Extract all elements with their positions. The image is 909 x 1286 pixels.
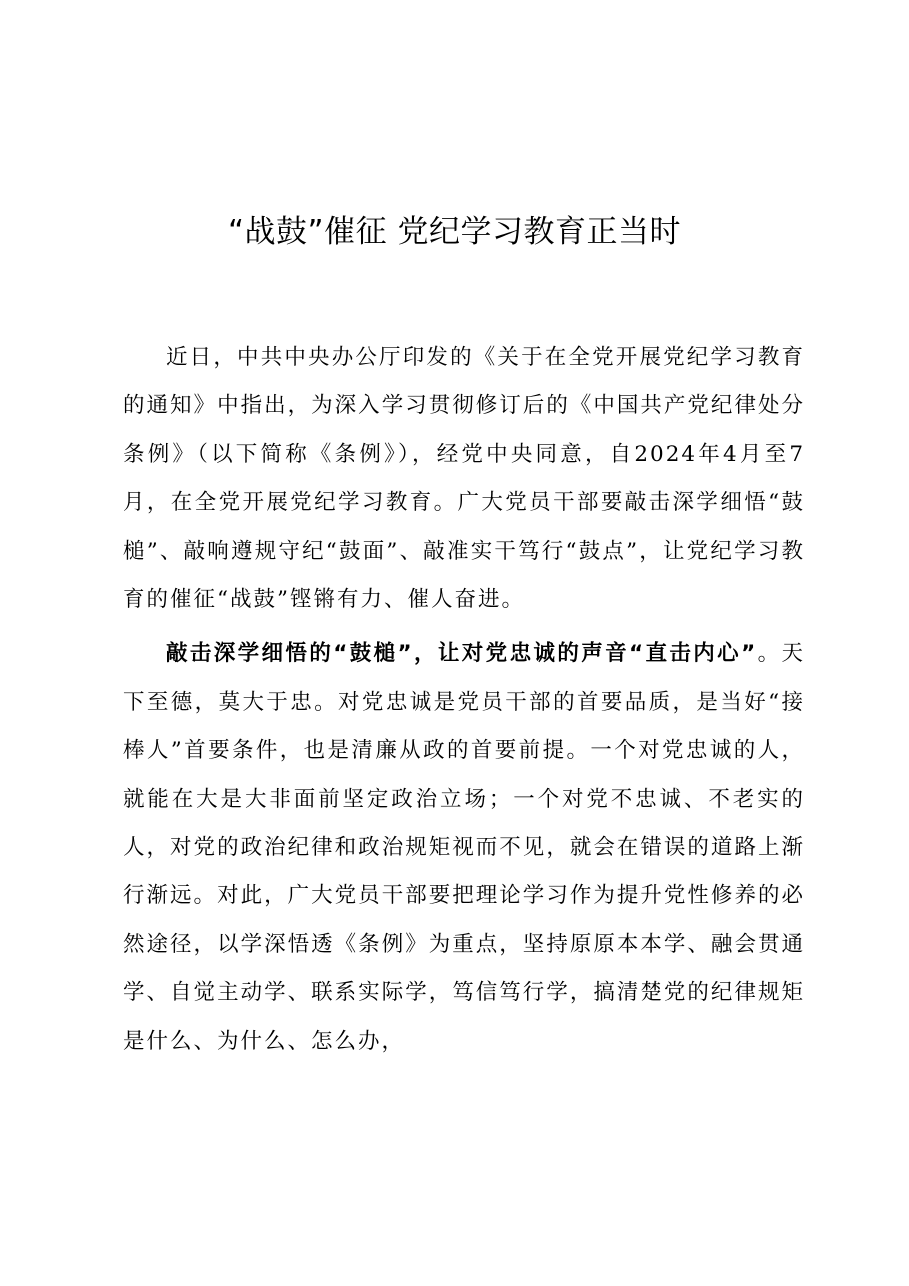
paragraph-1-text: 近日，中共中央办公厅印发的《关于在全党开展党纪学习教育的通知》中指出，为深入学习贯彻修订后的《中国共产党纪律处分条例》（以下简称《条例》），经党中央同意，自2024年4月至7月，在全党开展党纪学习教育。广大党员干部要敲击深学细悟“鼓槌”、敲响遵规守纪“鼓面”、敲准实干笃行“鼓点”，让党纪学习教育的催征“战鼓”铿锵有力、催人奋进。 [123,345,805,613]
paragraph-2-text: 。天下至德，莫大于忠。对党忠诚是党员干部的首要品质，是当好“接棒人”首要条件，也是清廉从政的首要前提。一个对党忠诚的人，就能在大是大非面前坚定政治立场；一个对党不忠诚、不老实的人，对党的政治纪律和政治规矩视而不见，就会在错误的道路上渐行渐远。对此，广大党员干部要把理论学习作为提升党性修养的必然途径，以学深悟透《条例》为重点，坚持原原本本学、融会贯通学、自觉主动学、联系实际学，笃信笃行学，搞清楚党的纪律规矩是什么、为什么、怎么办， [123,641,805,1054]
document-title: “战鼓”催征 党纪学习教育正当时 [228,214,681,250]
paragraph-1 [123,334,805,624]
paragraph-2 [123,630,805,1066]
paragraph-2-lead: 敲击深学细悟的“鼓槌”，让对党忠诚的声音“直击内心” [166,641,758,667]
document-body [123,334,805,1066]
